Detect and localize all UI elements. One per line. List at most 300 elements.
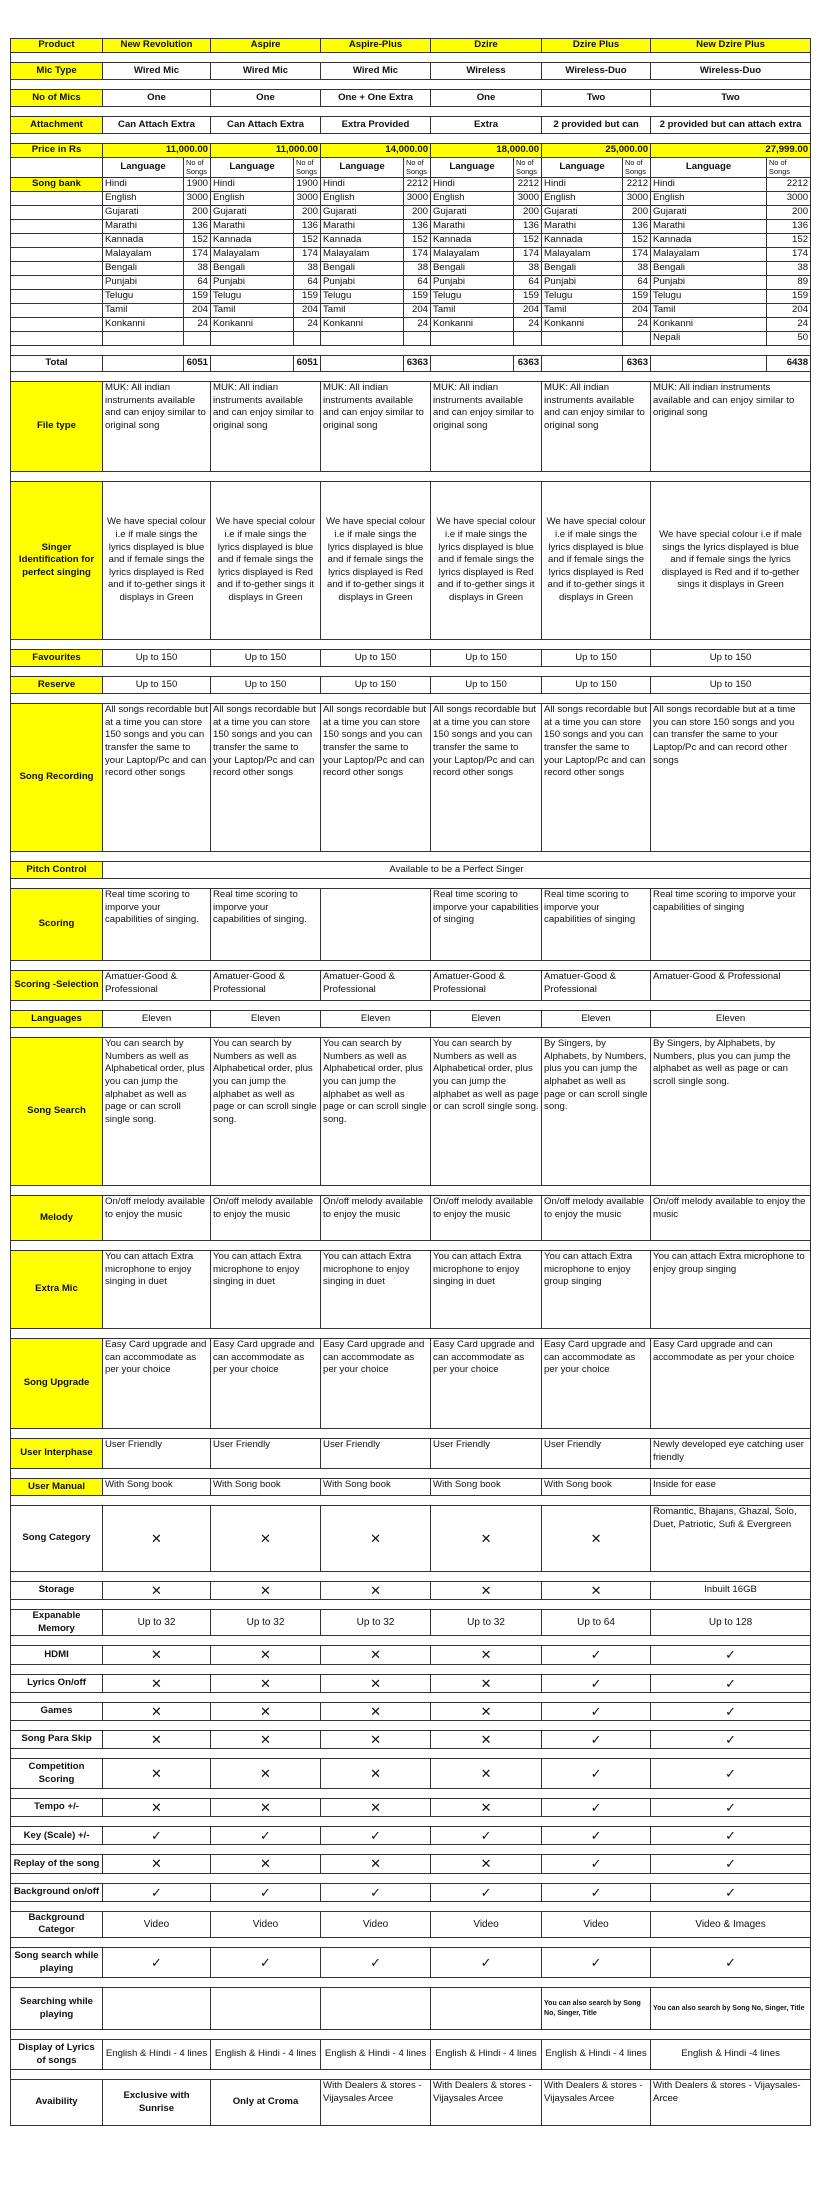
song-category-value: ✕ bbox=[431, 1506, 542, 1572]
song-bank-header-row bbox=[11, 158, 811, 178]
language-name: Marathi bbox=[542, 220, 623, 234]
song-count: 38 bbox=[514, 262, 542, 276]
feature-mark: ✓ bbox=[542, 1674, 651, 1692]
expandable-memory-value: Up to 32 bbox=[321, 1610, 431, 1636]
scoring-label: Scoring bbox=[11, 889, 103, 961]
song-upgrade-value: Easy Card upgrade and can accommodate as per your choice bbox=[651, 1339, 811, 1429]
background-category-label: Background Categor bbox=[11, 1911, 103, 1937]
spacer bbox=[11, 1636, 811, 1646]
song-count: 159 bbox=[514, 290, 542, 304]
language-name: Tamil bbox=[103, 304, 184, 318]
attachment-label: Attachment bbox=[11, 117, 103, 134]
file-type-value: MUK: All indian instruments available and can enjoy similar to original song bbox=[211, 382, 321, 472]
price-row bbox=[11, 144, 811, 158]
spacer-row bbox=[11, 1600, 811, 1610]
feature-mark: ✓ bbox=[651, 1730, 811, 1748]
melody-value: On/off melody available to enjoy the music bbox=[103, 1196, 211, 1241]
background-category-value: Video bbox=[542, 1911, 651, 1937]
feature-mark: ✕ bbox=[103, 1702, 211, 1720]
song-bank-row bbox=[11, 276, 811, 290]
singer-id-value: We have special colour i.e if male sings the lyrics displayed is blue and if female sings the lyrics displayed is Red and if to-gether sings it displays in Green bbox=[103, 482, 211, 640]
language-name: Hindi bbox=[431, 178, 514, 192]
song-count: 159 bbox=[404, 290, 431, 304]
spacer bbox=[11, 1572, 811, 1582]
melody-value: On/off melody available to enjoy the music bbox=[651, 1196, 811, 1241]
song-count: 204 bbox=[294, 304, 321, 318]
song-count: 38 bbox=[767, 262, 811, 276]
song-category-value: Romantic, Bhajans, Ghazal, Solo, Duet, Patriotic, Sufi & Evergreen bbox=[651, 1506, 811, 1572]
spacer-row bbox=[11, 1978, 811, 1988]
language-name: Marathi bbox=[103, 220, 184, 234]
language-name: English bbox=[321, 192, 404, 206]
feature-mark: ✕ bbox=[321, 1702, 431, 1720]
language-name: Hindi bbox=[651, 178, 767, 192]
spacer-row bbox=[11, 2030, 811, 2040]
display-lyrics-row bbox=[11, 2040, 811, 2070]
spacer bbox=[11, 1241, 811, 1251]
background-category-value: Video & Images bbox=[651, 1911, 811, 1937]
spacer bbox=[11, 879, 811, 889]
song-bank-row bbox=[11, 290, 811, 304]
singer-id-value: We have special colour i.e if male sings the lyrics displayed is blue and if female sings the lyrics displayed is Red and if to-gether sings it displays in Green bbox=[542, 482, 651, 640]
spacer bbox=[11, 852, 811, 862]
no-of-mics-value: One + One Extra bbox=[321, 90, 431, 107]
feature-mark: ✓ bbox=[651, 1855, 811, 1873]
blank bbox=[211, 356, 294, 372]
spacer bbox=[11, 1469, 811, 1479]
song-count: 200 bbox=[184, 206, 211, 220]
spacer bbox=[11, 1978, 811, 1988]
scoring-selection-value: Amatuer-Good & Professional bbox=[542, 971, 651, 1001]
lyrics-onoff-label: Lyrics On/off bbox=[11, 1674, 103, 1692]
language-header: Language bbox=[321, 158, 404, 178]
scoring-value: Real time scoring to imporve your capabilities of singing. bbox=[103, 889, 211, 961]
song-count: 152 bbox=[294, 234, 321, 248]
storage-value: ✕ bbox=[211, 1582, 321, 1600]
language-name: Malayalam bbox=[321, 248, 404, 262]
feature-mark: ✕ bbox=[103, 1799, 211, 1817]
song-count: 174 bbox=[767, 248, 811, 262]
no-of-mics-value: Two bbox=[542, 90, 651, 107]
no-of-mics-value: One bbox=[431, 90, 542, 107]
song-search-playing-label: Song search while playing bbox=[11, 1948, 103, 1978]
song-count: 64 bbox=[514, 276, 542, 290]
lyrics_onoff-row bbox=[11, 1674, 811, 1692]
expandable-memory-value: Up to 64 bbox=[542, 1610, 651, 1636]
user-interface-value: User Friendly bbox=[211, 1439, 321, 1469]
spacer bbox=[11, 372, 811, 382]
scoring-selection-row bbox=[11, 971, 811, 1001]
user-interface-value: Newly developed eye catching user friendly bbox=[651, 1439, 811, 1469]
feature-mark: ✓ bbox=[542, 1883, 651, 1901]
spacer-row bbox=[11, 346, 811, 356]
pitch-control-row bbox=[11, 862, 811, 879]
song-count: 152 bbox=[514, 234, 542, 248]
blank bbox=[11, 192, 103, 206]
reserve-value: Up to 150 bbox=[431, 677, 542, 694]
feature-mark: ✕ bbox=[211, 1759, 321, 1789]
product-header-label: Product bbox=[11, 39, 103, 53]
song-count: 3000 bbox=[623, 192, 651, 206]
song-count: 2212 bbox=[623, 178, 651, 192]
price-value: 25,000.00 bbox=[542, 144, 651, 158]
feature-mark: ✓ bbox=[211, 1948, 321, 1978]
feature-mark: ✕ bbox=[431, 1674, 542, 1692]
melody-value: On/off melody available to enjoy the music bbox=[431, 1196, 542, 1241]
language-name: Bengali bbox=[103, 262, 184, 276]
favourites-value: Up to 150 bbox=[103, 650, 211, 667]
song-count: 136 bbox=[404, 220, 431, 234]
song-count: 174 bbox=[184, 248, 211, 262]
storage-value: ✕ bbox=[321, 1582, 431, 1600]
spacer-row bbox=[11, 134, 811, 144]
song-recording-value: All songs recordable but at a time you can store 150 songs and you can transfer the same to your Laptop/Pc and can record other songs bbox=[103, 704, 211, 852]
product-name: Aspire-Plus bbox=[321, 39, 431, 53]
key-scale-label: Key (Scale) +/- bbox=[11, 1827, 103, 1845]
song-recording-row bbox=[11, 704, 811, 852]
feature-mark: ✕ bbox=[321, 1730, 431, 1748]
spacer-row bbox=[11, 694, 811, 704]
language-name: Konkanni bbox=[211, 318, 294, 332]
user-manual-value: With Song book bbox=[211, 1479, 321, 1496]
song-upgrade-value: Easy Card upgrade and can accommodate as per your choice bbox=[211, 1339, 321, 1429]
price-label: Price in Rs bbox=[11, 144, 103, 158]
spacer-row bbox=[11, 1572, 811, 1582]
extra-mic-value: You can attach Extra microphone to enjoy singing in duet bbox=[211, 1251, 321, 1329]
song-count-header: No of Songs bbox=[294, 158, 321, 178]
melody-row bbox=[11, 1196, 811, 1241]
song-recording-value: All songs recordable but at a time you can store 150 songs and you can transfer the same to your Laptop/Pc and can record other songs bbox=[211, 704, 321, 852]
background-category-value: Video bbox=[431, 1911, 542, 1937]
language-name: Tamil bbox=[431, 304, 514, 318]
attachment-value: Can Attach Extra bbox=[103, 117, 211, 134]
song-upgrade-value: Easy Card upgrade and can accommodate as per your choice bbox=[431, 1339, 542, 1429]
feature-mark: ✓ bbox=[542, 1799, 651, 1817]
song-count: 152 bbox=[184, 234, 211, 248]
favourites-row bbox=[11, 650, 811, 667]
song-count: 204 bbox=[514, 304, 542, 318]
spacer bbox=[11, 1028, 811, 1038]
extra-mic-value: You can attach Extra microphone to enjoy group singing bbox=[651, 1251, 811, 1329]
language-name: Telugu bbox=[321, 290, 404, 304]
spacer bbox=[11, 2070, 811, 2080]
languages-value: Eleven bbox=[211, 1011, 321, 1028]
favourites-value: Up to 150 bbox=[542, 650, 651, 667]
song-count: 50 bbox=[767, 332, 811, 346]
blank bbox=[11, 234, 103, 248]
language-name: English bbox=[542, 192, 623, 206]
scoring-value: Real time scoring to imporve your capabilities of singing. bbox=[211, 889, 321, 961]
feature-mark: ✕ bbox=[103, 1646, 211, 1664]
spacer-row bbox=[11, 1469, 811, 1479]
feature-mark: ✓ bbox=[651, 1948, 811, 1978]
extra-mic-value: You can attach Extra microphone to enjoy group singing bbox=[542, 1251, 651, 1329]
total-value: 6363 bbox=[404, 356, 431, 372]
background-category-value: Video bbox=[321, 1911, 431, 1937]
background-category-value: Video bbox=[103, 1911, 211, 1937]
background-onoff-label: Background on/off bbox=[11, 1883, 103, 1901]
feature-mark: ✕ bbox=[211, 1674, 321, 1692]
hdmi-label: HDMI bbox=[11, 1646, 103, 1664]
file-type-value: MUK: All indian instruments available and can enjoy similar to original song bbox=[321, 382, 431, 472]
language-name: Konkanni bbox=[321, 318, 404, 332]
spacer bbox=[11, 134, 811, 144]
user-interface-label: User Interphase bbox=[11, 1439, 103, 1469]
product-name: New Dzire Plus bbox=[651, 39, 811, 53]
background-category-row bbox=[11, 1911, 811, 1937]
song-count: 24 bbox=[514, 318, 542, 332]
blank bbox=[11, 332, 103, 346]
price-value: 27,999.00 bbox=[651, 144, 811, 158]
searching-playing-value bbox=[211, 1988, 321, 2030]
spacer-row bbox=[11, 1749, 811, 1759]
song-bank-row bbox=[11, 178, 811, 192]
availability-value: With Dealers & stores - Vijaysales-Arcee bbox=[651, 2080, 811, 2126]
feature-mark: ✓ bbox=[542, 1827, 651, 1845]
product-name: Dzire Plus bbox=[542, 39, 651, 53]
price-value: 18,000.00 bbox=[431, 144, 542, 158]
spacer-row bbox=[11, 1241, 811, 1251]
song-count: 159 bbox=[294, 290, 321, 304]
feature-mark: ✓ bbox=[542, 1855, 651, 1873]
blank bbox=[11, 220, 103, 234]
product-name: Aspire bbox=[211, 39, 321, 53]
language-name: Malayalam bbox=[651, 248, 767, 262]
feature-mark: ✓ bbox=[651, 1827, 811, 1845]
song-bank-row bbox=[11, 304, 811, 318]
song-bank-row bbox=[11, 262, 811, 276]
song-recording-value: All songs recordable but at a time you can store 150 songs and you can transfer the same to your Laptop/Pc and can record other songs bbox=[431, 704, 542, 852]
language-name: Konkanni bbox=[103, 318, 184, 332]
extra-mic-row bbox=[11, 1251, 811, 1329]
feature-mark: ✓ bbox=[651, 1674, 811, 1692]
language-name: Marathi bbox=[651, 220, 767, 234]
extra-mic-label: Extra Mic bbox=[11, 1251, 103, 1329]
language-name: Bengali bbox=[431, 262, 514, 276]
spacer-row bbox=[11, 53, 811, 63]
feature-mark: ✕ bbox=[431, 1646, 542, 1664]
song-count: 24 bbox=[184, 318, 211, 332]
reserve-value: Up to 150 bbox=[103, 677, 211, 694]
language-name: Marathi bbox=[211, 220, 294, 234]
blank bbox=[11, 318, 103, 332]
spacer-row bbox=[11, 1636, 811, 1646]
language-name: Malayalam bbox=[431, 248, 514, 262]
feature-mark: ✓ bbox=[542, 1948, 651, 1978]
spacer-row bbox=[11, 961, 811, 971]
spacer bbox=[11, 1186, 811, 1196]
language-name: Tamil bbox=[211, 304, 294, 318]
attachment-value: Can Attach Extra bbox=[211, 117, 321, 134]
language-name: Hindi bbox=[211, 178, 294, 192]
song-category-row bbox=[11, 1506, 811, 1572]
song-category-value: ✕ bbox=[103, 1506, 211, 1572]
spacer-row bbox=[11, 80, 811, 90]
feature-mark: ✕ bbox=[103, 1759, 211, 1789]
feature-mark: ✓ bbox=[542, 1646, 651, 1664]
blank bbox=[623, 332, 651, 346]
reserve-label: Reserve bbox=[11, 677, 103, 694]
feature-mark: ✓ bbox=[651, 1646, 811, 1664]
blank bbox=[11, 206, 103, 220]
song-count: 2212 bbox=[514, 178, 542, 192]
key_scale-row bbox=[11, 1827, 811, 1845]
user-interface-value: User Friendly bbox=[321, 1439, 431, 1469]
tempo-label: Tempo +/- bbox=[11, 1799, 103, 1817]
song-count: 200 bbox=[767, 206, 811, 220]
feature-mark: ✕ bbox=[211, 1855, 321, 1873]
language-name: Telugu bbox=[431, 290, 514, 304]
storage-label: Storage bbox=[11, 1582, 103, 1600]
song-count: 64 bbox=[294, 276, 321, 290]
scoring-value: Real time scoring to imporve your capabilities of singing bbox=[431, 889, 542, 961]
favourites-value: Up to 150 bbox=[431, 650, 542, 667]
language-name: Tamil bbox=[542, 304, 623, 318]
song-bank-row bbox=[11, 234, 811, 248]
song-bank-row bbox=[11, 318, 811, 332]
extra-mic-value: You can attach Extra microphone to enjoy singing in duet bbox=[431, 1251, 542, 1329]
scoring-selection-value: Amatuer-Good & Professional bbox=[103, 971, 211, 1001]
expandable-memory-value: Up to 32 bbox=[211, 1610, 321, 1636]
language-name: Punjabi bbox=[321, 276, 404, 290]
feature-mark: ✕ bbox=[321, 1674, 431, 1692]
melody-label: Melody bbox=[11, 1196, 103, 1241]
singer-id-value: We have special colour i.e if male sings the lyrics displayed is blue and if female sings the lyrics displayed is Red and if to-gether sings it displays in Green bbox=[431, 482, 542, 640]
song-count: 204 bbox=[623, 304, 651, 318]
attachment-value: 2 provided but can bbox=[542, 117, 651, 134]
blank bbox=[103, 332, 184, 346]
language-name: Gujarati bbox=[103, 206, 184, 220]
storage-value: Inbuilt 16GB bbox=[651, 1582, 811, 1600]
scoring-selection-value: Amatuer-Good & Professional bbox=[321, 971, 431, 1001]
pitch-control-value: Available to be a Perfect Singer bbox=[103, 862, 811, 879]
song-count-header: No of Songs bbox=[767, 158, 811, 178]
mic-type-row bbox=[11, 63, 811, 80]
language-name: Gujarati bbox=[651, 206, 767, 220]
melody-value: On/off melody available to enjoy the music bbox=[542, 1196, 651, 1241]
feature-mark: ✕ bbox=[321, 1759, 431, 1789]
attachment-row bbox=[11, 117, 811, 134]
song-count: 1900 bbox=[294, 178, 321, 192]
tempo-row bbox=[11, 1799, 811, 1817]
spacer bbox=[11, 1664, 811, 1674]
language-name: English bbox=[651, 192, 767, 206]
song-bank-row bbox=[11, 192, 811, 206]
scoring-selection-label: Scoring -Selection bbox=[11, 971, 103, 1001]
user-manual-value: With Song book bbox=[103, 1479, 211, 1496]
feature-mark: ✓ bbox=[321, 1827, 431, 1845]
language-name: Telugu bbox=[542, 290, 623, 304]
languages-value: Eleven bbox=[542, 1011, 651, 1028]
feature-mark: ✓ bbox=[651, 1883, 811, 1901]
song-search-value: You can search by Numbers as well as Alphabetical order, plus you can jump the alphabet as well as page or can scroll single song. bbox=[211, 1038, 321, 1186]
spacer-row bbox=[11, 1429, 811, 1439]
language-name: Marathi bbox=[321, 220, 404, 234]
feature-mark: ✓ bbox=[651, 1799, 811, 1817]
spacer bbox=[11, 1873, 811, 1883]
song-count: 2212 bbox=[767, 178, 811, 192]
language-name: Telugu bbox=[103, 290, 184, 304]
blank bbox=[184, 332, 211, 346]
blank bbox=[542, 356, 623, 372]
song-count: 64 bbox=[623, 276, 651, 290]
searching-playing-row bbox=[11, 1988, 811, 2030]
song-count: 38 bbox=[404, 262, 431, 276]
availability-value: Only at Croma bbox=[211, 2080, 321, 2126]
expandable-memory-row bbox=[11, 1610, 811, 1636]
language-name: Malayalam bbox=[103, 248, 184, 262]
feature-mark: ✓ bbox=[431, 1948, 542, 1978]
blank bbox=[11, 248, 103, 262]
feature-mark: ✕ bbox=[431, 1730, 542, 1748]
song-count: 24 bbox=[767, 318, 811, 332]
no-of-mics-value: One bbox=[103, 90, 211, 107]
song-count: 24 bbox=[623, 318, 651, 332]
extra-mic-value: You can attach Extra microphone to enjoy singing in duet bbox=[321, 1251, 431, 1329]
spacer bbox=[11, 1001, 811, 1011]
spacer bbox=[11, 53, 811, 63]
feature-mark: ✕ bbox=[431, 1855, 542, 1873]
competition_scoring-row bbox=[11, 1759, 811, 1789]
spacer bbox=[11, 80, 811, 90]
spacer-row bbox=[11, 472, 811, 482]
spacer bbox=[11, 1692, 811, 1702]
spacer bbox=[11, 1789, 811, 1799]
availability-value: With Dealers & stores -Vijaysales Arcee bbox=[542, 2080, 651, 2126]
spacer bbox=[11, 346, 811, 356]
spacer-row bbox=[11, 1817, 811, 1827]
spacer-row bbox=[11, 1845, 811, 1855]
feature-mark: ✕ bbox=[211, 1799, 321, 1817]
song-count-header: No of Songs bbox=[184, 158, 211, 178]
feature-mark: ✕ bbox=[321, 1646, 431, 1664]
background-category-value: Video bbox=[211, 1911, 321, 1937]
song-count: 174 bbox=[404, 248, 431, 262]
language-name: Marathi bbox=[431, 220, 514, 234]
song-count: 174 bbox=[514, 248, 542, 262]
feature-mark: ✕ bbox=[431, 1759, 542, 1789]
language-name: Punjabi bbox=[103, 276, 184, 290]
feature-mark: ✕ bbox=[431, 1702, 542, 1720]
song-bank-row bbox=[11, 206, 811, 220]
feature-mark: ✓ bbox=[651, 1702, 811, 1720]
searching-playing-value bbox=[103, 1988, 211, 2030]
song-count: 200 bbox=[294, 206, 321, 220]
blank bbox=[651, 356, 767, 372]
spacer-row bbox=[11, 1028, 811, 1038]
language-name: Punjabi bbox=[651, 276, 767, 290]
spacer-row bbox=[11, 1692, 811, 1702]
song-recording-value: All songs recordable but at a time you can store 150 songs and you can transfer the same to your Laptop/Pc and can record other songs bbox=[542, 704, 651, 852]
total-value: 6051 bbox=[294, 356, 321, 372]
expandable-memory-value: Up to 128 bbox=[651, 1610, 811, 1636]
pitch-control-label: Pitch Control bbox=[11, 862, 103, 879]
song-recording-value: All songs recordable but at a time you can store 150 songs and you can transfer the same to your Laptop/Pc and can record other songs bbox=[321, 704, 431, 852]
spacer bbox=[11, 640, 811, 650]
song-upgrade-value: Easy Card upgrade and can accommodate as per your choice bbox=[321, 1339, 431, 1429]
song-count: 38 bbox=[623, 262, 651, 276]
song-count: 152 bbox=[623, 234, 651, 248]
spacer-row bbox=[11, 1789, 811, 1799]
song-category-label: Song Category bbox=[11, 1506, 103, 1572]
blank bbox=[321, 332, 404, 346]
blank bbox=[103, 356, 184, 372]
display-lyrics-value: English & Hindi - 4 lines bbox=[211, 2040, 321, 2070]
feature-mark: ✓ bbox=[103, 1883, 211, 1901]
song-search-value: By Singers, by Alphabets, by Numbers, plus you can jump the alphabet as well as page or can scroll single song. bbox=[542, 1038, 651, 1186]
price-value: 11,000.00 bbox=[103, 144, 211, 158]
song-upgrade-row bbox=[11, 1339, 811, 1429]
